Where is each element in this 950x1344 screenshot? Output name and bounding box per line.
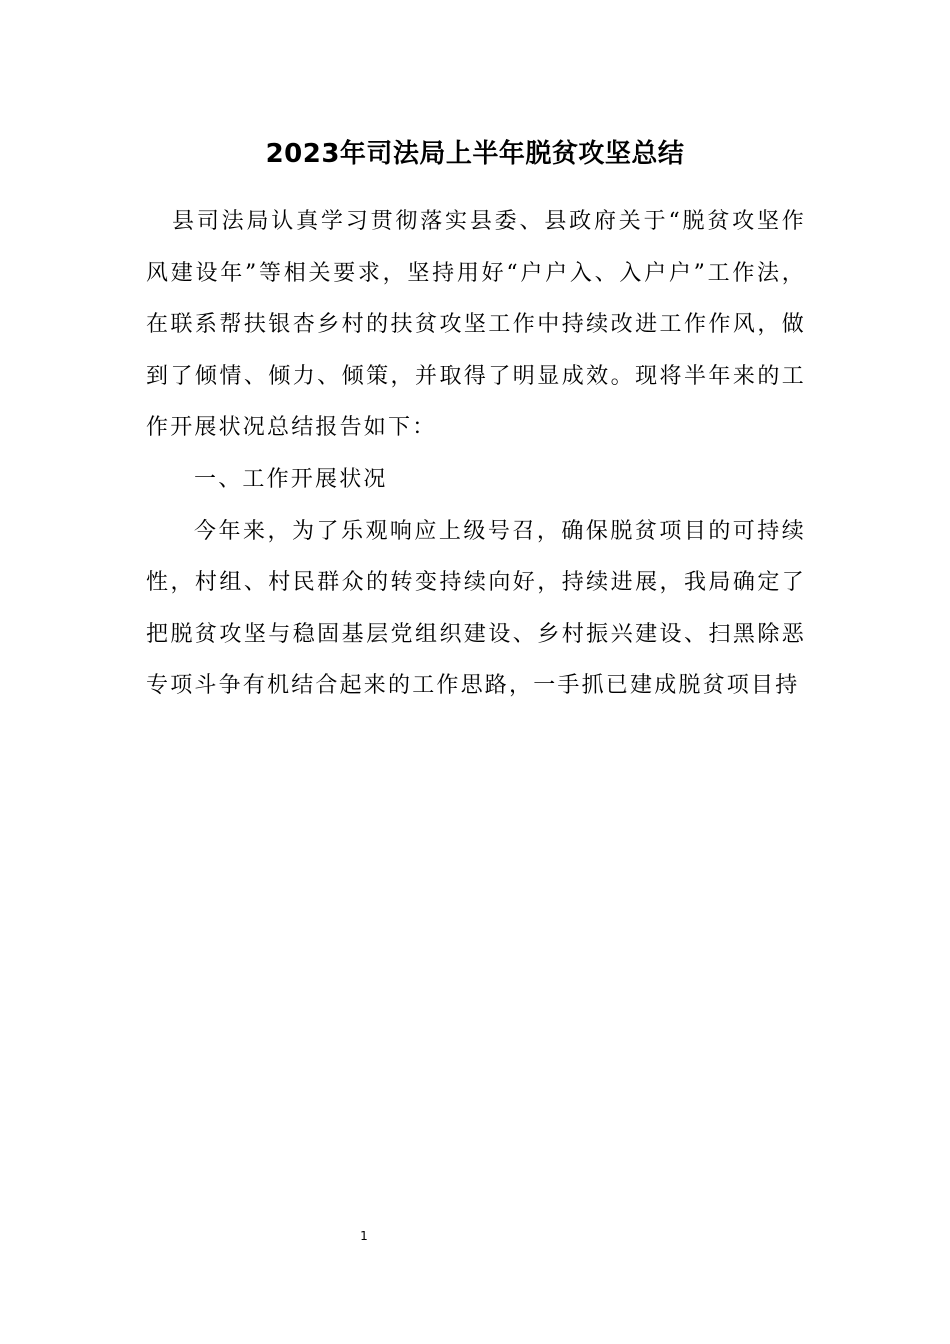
document-title: 2023年司法局上半年脱贫攻坚总结 xyxy=(265,139,685,169)
intro-paragraph: 县司法局认真学习贯彻落实县委、县政府关于“脱贫攻坚作风建设年”等相关要求，坚持用好“户户入、入户户”工作法，在联系帮扶银杏乡村的扶贫攻坚工作中持续改进工作作风，做到了倾情、倾力、倾策，并取得了明显成效。现将半年来的工作开展状况总结报告如下： xyxy=(146,209,806,441)
page-number: 1 xyxy=(360,1229,368,1243)
section-heading: 一、工作开展状况 xyxy=(194,466,388,492)
document-body xyxy=(146,196,806,712)
body-paragraph: 今年来，为了乐观响应上级号召，确保脱贫项目的可持续性，村组、村民群众的转变持续向好，持续进展，我局确定了把脱贫攻坚与稳固基层党组织建设、乡村振兴建设、扫黑除恶专项斗争有机结合起来的工作思路，一手抓已建成脱贫项目持 xyxy=(146,518,806,699)
